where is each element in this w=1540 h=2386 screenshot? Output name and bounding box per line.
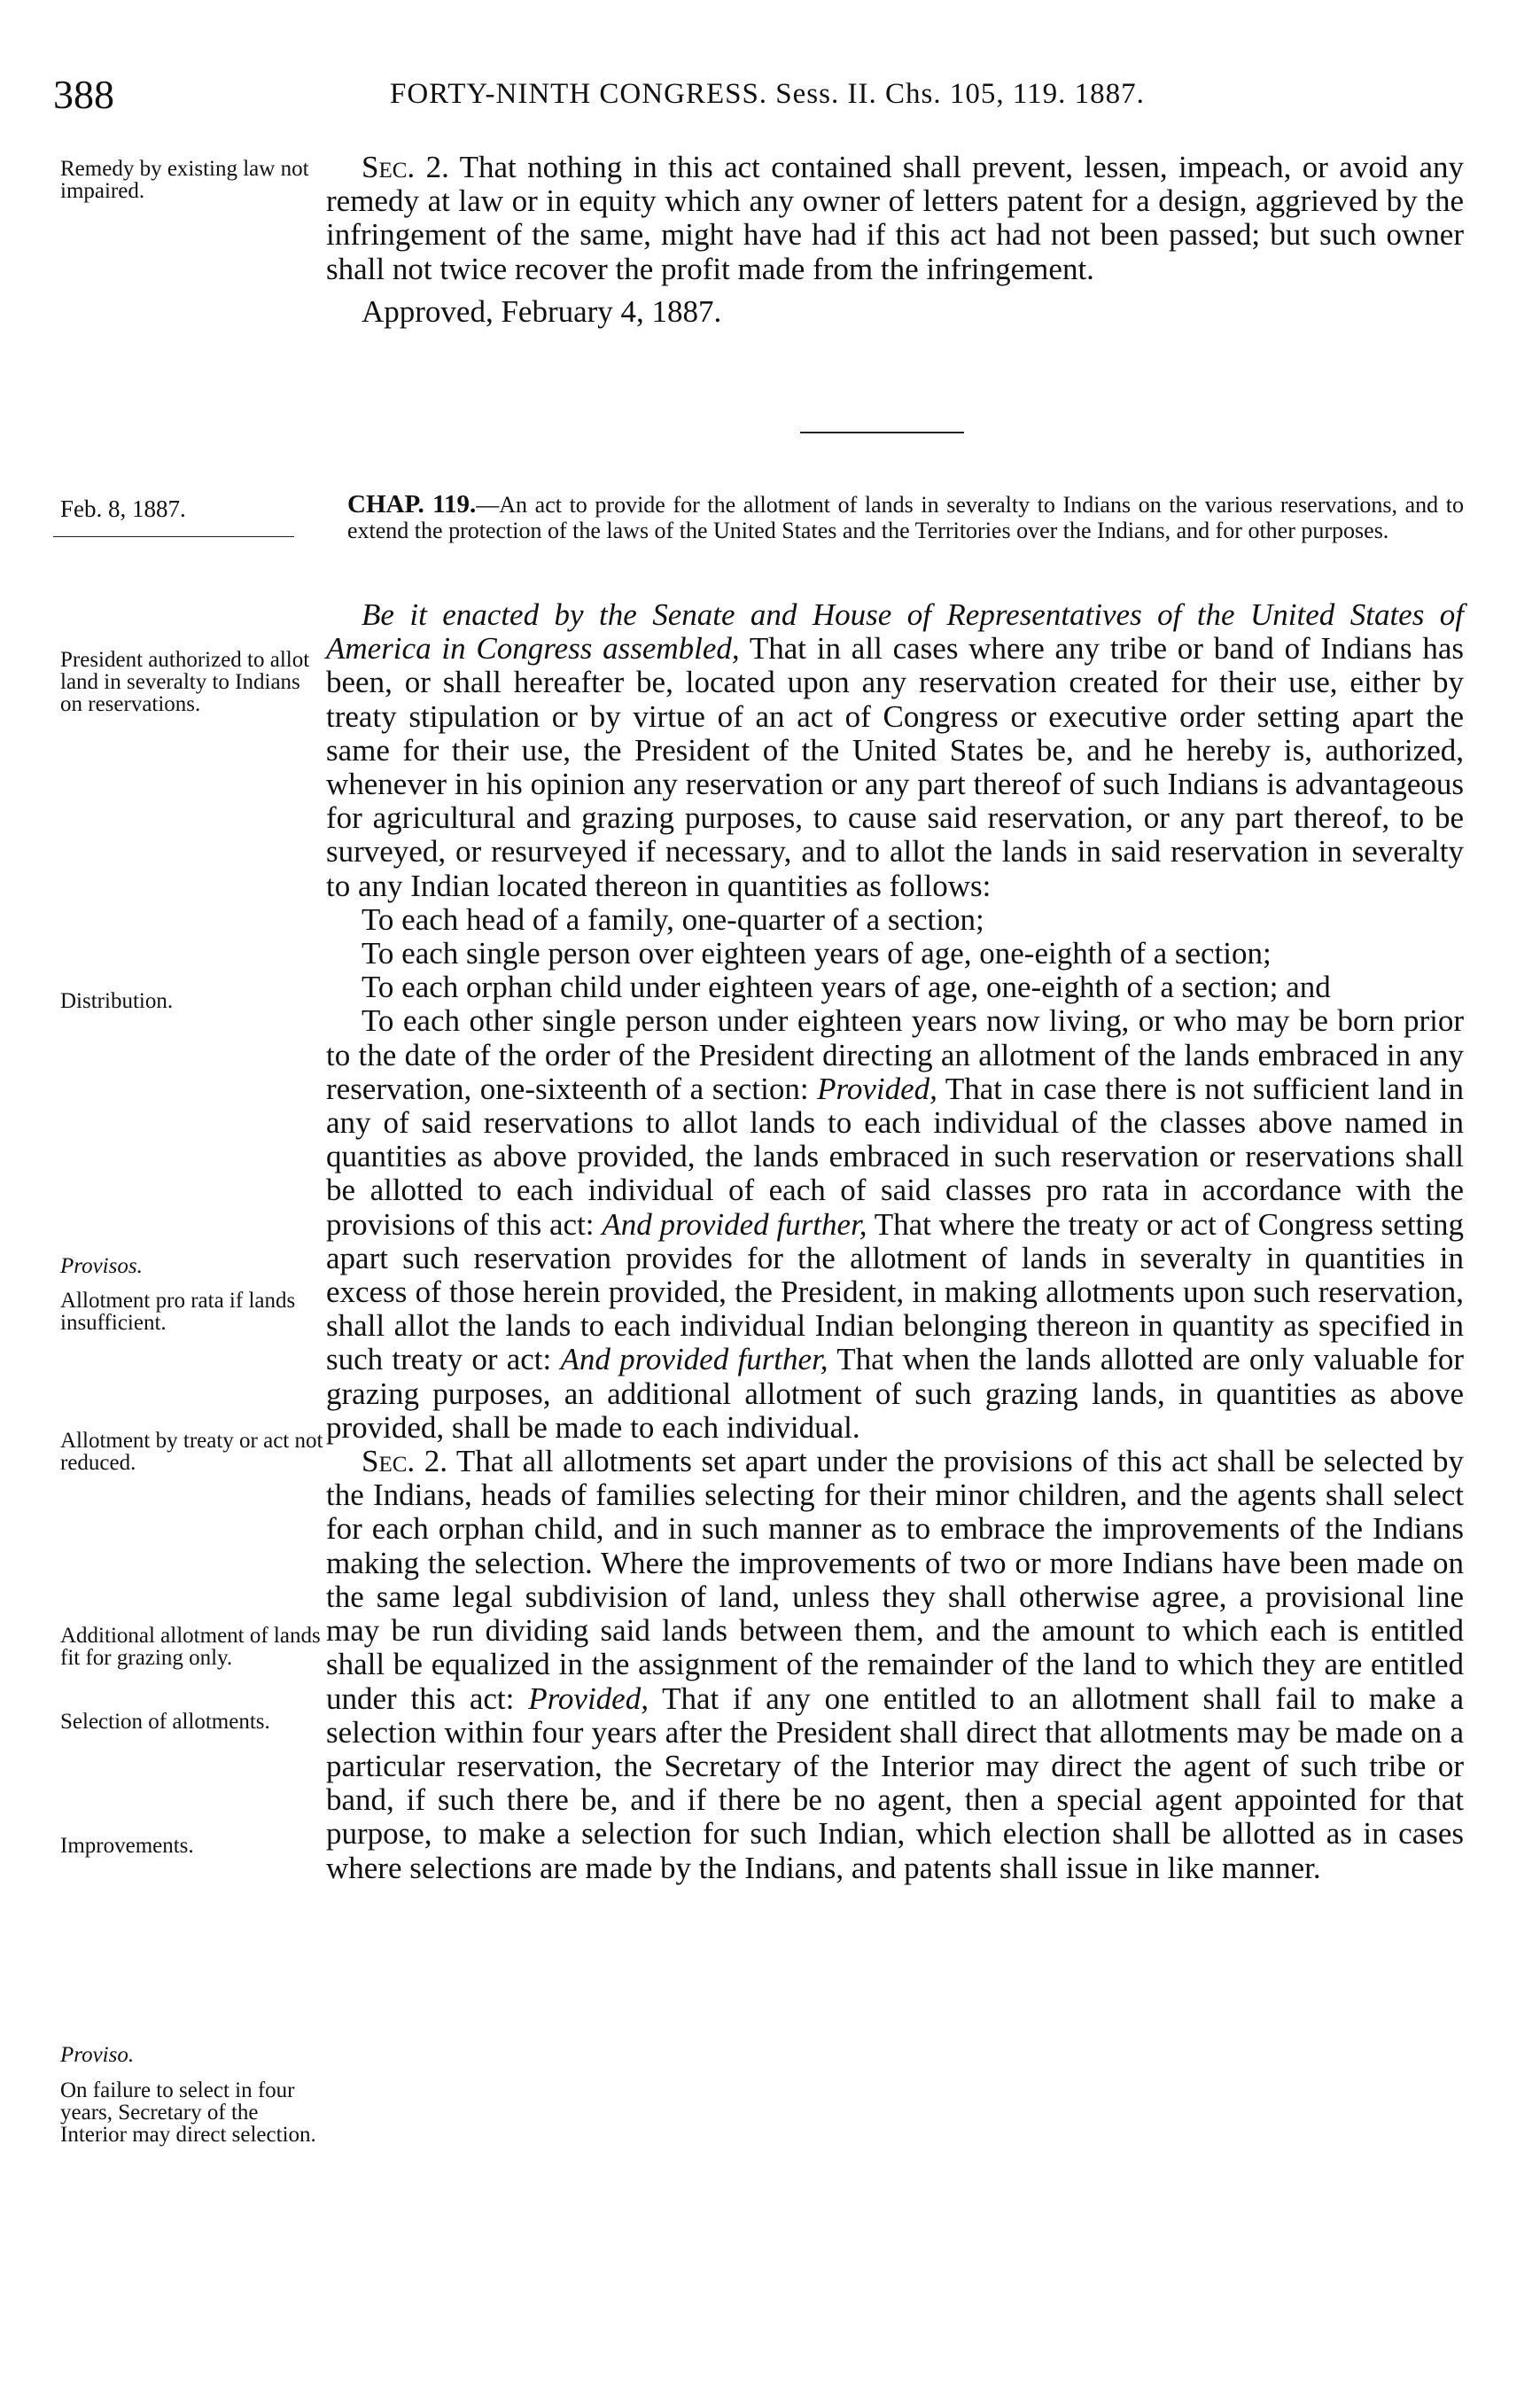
distribution-item-1: To each head of a family, one-quarter of a section; (362, 901, 984, 937)
running-title: FORTY-NINTH CONGRESS. Sess. II. Chs. 105, 119. 1887. (390, 78, 1145, 110)
sec2-prev-label: Sec. 2. (362, 150, 449, 184)
distribution-item-2: To each single person over eighteen years of age, one-eighth of a section; (362, 936, 1272, 971)
section-2-label: Sec. 2. (362, 1444, 447, 1479)
chapter-date: Feb. 8, 1887. (60, 495, 186, 522)
margin-note-selection: Selection of allotments. (60, 1710, 270, 1734)
distribution-item-4 (326, 1004, 1464, 1445)
section-2-text: That all allotments set apart under the provisions of this act shall be selected by the Indians, heads of families selecting for their minor children, and the agents shall select for each orphan child, and in such manner as to embrace the improvements of the Indians making the selection. Where the improvements of two or more Indians have been made on the same legal subdivision of land, unless they shall otherwise agree, a provisional line may be run dividing said lands between them, and the amount to which each is entitled shall be equalized in the assignment of the remainder of the land to which they are entitled under this act: (326, 1444, 1464, 1716)
margin-note-remedy: Remedy by existing law not impaired. (60, 157, 309, 203)
sec2-prev-paragraph (326, 151, 1464, 286)
distribution-item-3: To each orphan child under eighteen years of age, one-eighth of a section; and (362, 970, 1331, 1005)
margin-note-pro-rata: Allotment pro rata if lands insufficient. (60, 1289, 296, 1335)
margin-note-distribution: Distribution. (60, 989, 174, 1013)
proviso-4-text: That if any one entitled to an allotment shall fail to make a selection within four years after the President shall direct that allotments may be made on a particular reservation, the Secretary of the Interior may direct the agent of such tribe or band, if such there be, and if there be no agent, then a special agent appointed for that purpose, to make a selection for such Indian, which election shall be allotted as in cases where selections are made by the Indians, and patents shall issue in like manner. (326, 1680, 1465, 1885)
margin-note-provisos: Provisos. (60, 1254, 143, 1278)
proviso-1-text: That in case there is not sufficient land in any of said reservations to allot lands to each individual of the classes above named in quantities as above provided, the lands embraced in such reservation or reservations shall be allotted to each individual of each of said classes pro rata in accordance with the provisions of this act: (326, 1071, 1464, 1242)
chapter-number: CHAP. 119. (347, 490, 477, 519)
divider-rule-1 (800, 432, 964, 433)
sec2-prev-text: That nothing in this act contained shall prevent, lessen, impeach, or avoid any remedy at law or in equity which any owner of letters patent for a design, aggrieved by the infringement of the same, might have had if this act had not been passed; but such owner shall not twice recover the profit made from the infringement. (326, 150, 1464, 286)
proviso-2-word: And provided further, (602, 1206, 867, 1242)
proviso-4-word: Provided, (528, 1680, 649, 1716)
margin-note-treaty-not-reduced: Allotment by treaty or act not reduced. (60, 1429, 323, 1475)
act-body (326, 598, 1464, 1885)
margin-note-proviso: Proviso. (60, 2043, 135, 2067)
margin-note-grazing: Additional allotment of lands fit for grazing only. (60, 1624, 321, 1670)
chapter-heading (347, 492, 1464, 543)
proviso-1-word: Provided, (817, 1071, 937, 1106)
running-header (53, 71, 1469, 115)
margin-note-improvements: Improvements. (60, 1834, 194, 1858)
date-rule (53, 536, 294, 537)
section-1-text: That in all cases where any tribe or band of Indians has been, or shall hereafter be, located upon any reservation created for their use, either by treaty stipulation or by virtue of an act of Congress or executive order setting apart the same for their use, the President of the United States be, and he hereby is, authorized, whenever in his opinion any reservation or any part thereof of such Indians is advantageous for agricultural and grazing purposes, to cause said reservation, or any part thereof, to be surveyed, or resurveyed if necessary, and to allot the lands in said reservation in severalty to any Indian located thereon in quantities as follows: (326, 631, 1465, 903)
proviso-3-text: That when the lands allotted are only valuable for grazing purposes, an additional allotment of such grazing lands, in quantities as above provided, shall be made to each individual. (326, 1342, 1464, 1445)
enacting-clause: Be it enacted by the Senate and House of Representatives of the United States of America in Congress assembled, (326, 597, 1464, 667)
margin-note-failure: On failure to select in four years, Secretary of the Interior may direct selection. (60, 2078, 316, 2147)
page-number: 388 (53, 72, 114, 117)
section-1 (326, 598, 1464, 903)
proviso-3-word: And provided further, (560, 1342, 828, 1377)
chapter-title: —An act to provide for the allotment of lands in severalty to Indians on the various reservations, and to extend the protection of the laws of the United States and the Territories over the Indians, and for other purposes. (347, 492, 1464, 543)
previous-section (326, 151, 1464, 329)
margin-note-president-authorized: President authorized to allot land in severalty to Indians on reservations. (60, 648, 310, 716)
approved-line: Approved, February 4, 1887. (362, 293, 722, 329)
proviso-2-text: That where the treaty or act of Congress setting apart such reservation provides for the allotment of lands in severalty in quantities in excess of those herein provided, the President, in making allotments upon such reservation, shall allot the lands to each individual Indian belonging thereon in quantity as specified in such treaty or act: (326, 1206, 1465, 1377)
section-2 (326, 1445, 1464, 1885)
item-4-text: To each other single person under eighteen years now living, or who may be born prior to the date of the order of the President directing an allotment of the lands embraced in any reservation, one-sixteenth of a section: (326, 1003, 1464, 1106)
